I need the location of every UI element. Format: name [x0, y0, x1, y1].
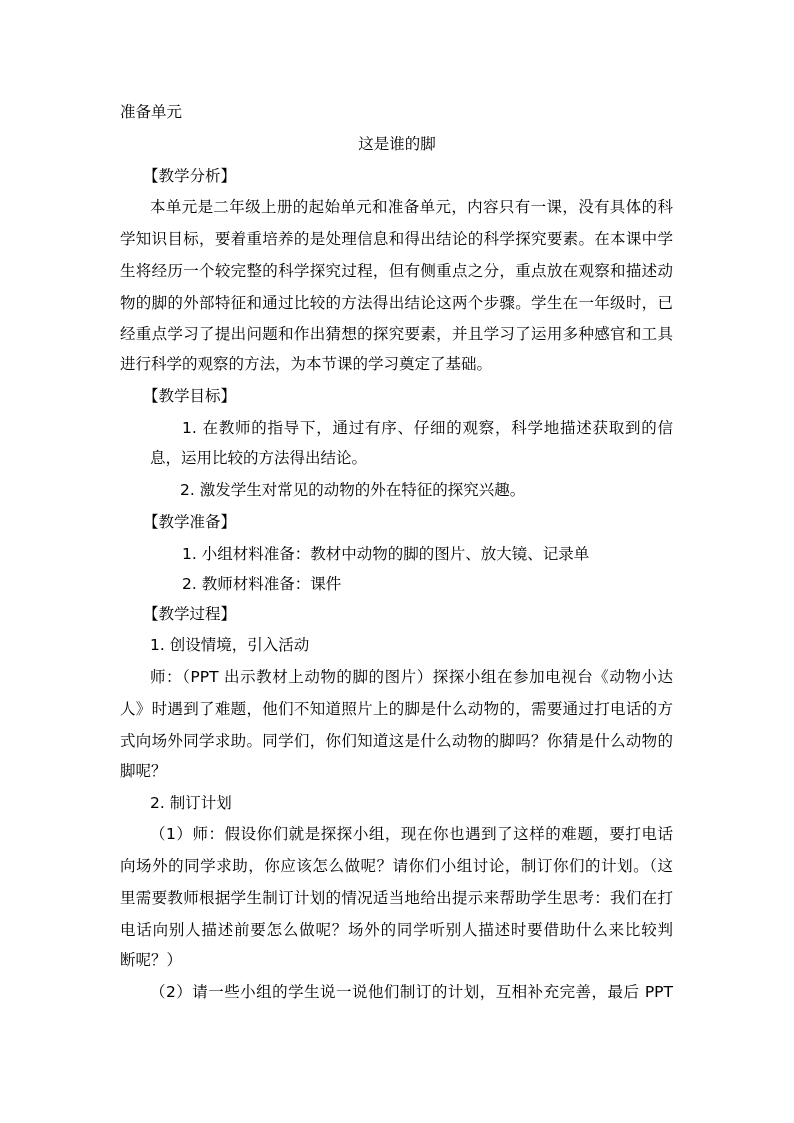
analysis-line: 进行科学的观察的方法，为本节课的学习奠定了基础。 [120, 355, 493, 373]
analysis-line: 生将经历一个较完整的科学探究过程，但有侧重点之分，重点放在观察和描述动 [120, 262, 673, 280]
process-step-1-line: 脚呢？ [120, 762, 167, 780]
unit-label: 准备单元 [120, 103, 183, 121]
process-step-2-line: 断呢？） [120, 951, 183, 969]
process-step-2-line: （2）请一些小组的学生说一说他们制订的计划，互相补充完善，最后 PPT [150, 983, 673, 1001]
section-heading-goals: 【教学目标】 [143, 387, 237, 405]
process-step-1-line: 人》时遇到了难题，他们不知道照片上的脚是什么动物的，需要通过打电话的方 [120, 700, 673, 718]
lesson-title: 这是谁的脚 [358, 135, 436, 153]
section-heading-prep: 【教学准备】 [143, 513, 237, 531]
process-step-2-line: （1）师：假设你们就是探探小组，现在你也遇到了这样的难题，要打电话 [150, 825, 673, 843]
process-step-2-line: 向场外的同学求助，你应该怎么做呢？请你们小组讨论，制订你们的计划。（这 [120, 857, 673, 875]
process-step-2-line: 电话向别人描述前要怎么做呢？场外的同学听别人描述时要借助什么来比较判 [120, 921, 673, 939]
prep-item-1: 1. 小组材料准备：教材中动物的脚的图片、放大镜、记录单 [182, 545, 590, 563]
section-heading-analysis: 【教学分析】 [143, 167, 237, 185]
process-step-2: 2. 制订计划 [150, 794, 232, 812]
prep-item-2: 2. 教师材料准备：课件 [182, 575, 342, 593]
analysis-line: 本单元是二年级上册的起始单元和准备单元，内容只有一课，没有具体的科 [150, 198, 673, 216]
analysis-line: 物的脚的外部特征和通过比较的方法得出结论这两个步骤。学生在一年级时，已 [120, 294, 673, 312]
goal-item-1-continued: 息，运用比较的方法得出结论。 [150, 449, 368, 467]
process-step-1-line: 式向场外同学求助。同学们，你们知道这是什么动物的脚吗？你猜是什么动物的 [120, 732, 673, 750]
analysis-line: 经重点学习了提出问题和作出猜想的探究要素，并且学习了运用多种感官和工具 [120, 325, 673, 343]
section-heading-process: 【教学过程】 [143, 605, 237, 623]
goal-item-1: 1. 在教师的指导下，通过有序、仔细的观察，科学地描述获取到的信 [182, 419, 673, 437]
process-step-2-line: 里需要教师根据学生制订计划的情况适当地给出提示来帮助学生思考：我们在打 [120, 889, 673, 907]
process-step-1: 1. 创设情境，引入活动 [150, 636, 310, 654]
analysis-line: 学知识目标，要着重培养的是处理信息和得出结论的科学探究要素。在本课中学 [120, 230, 673, 248]
goal-item-2: 2. 激发学生对常见的动物的外在特征的探究兴趣。 [180, 481, 526, 499]
process-step-1-line: 师：（PPT 出示教材上动物的脚的图片）探探小组在参加电视台《动物小达 [150, 668, 673, 686]
